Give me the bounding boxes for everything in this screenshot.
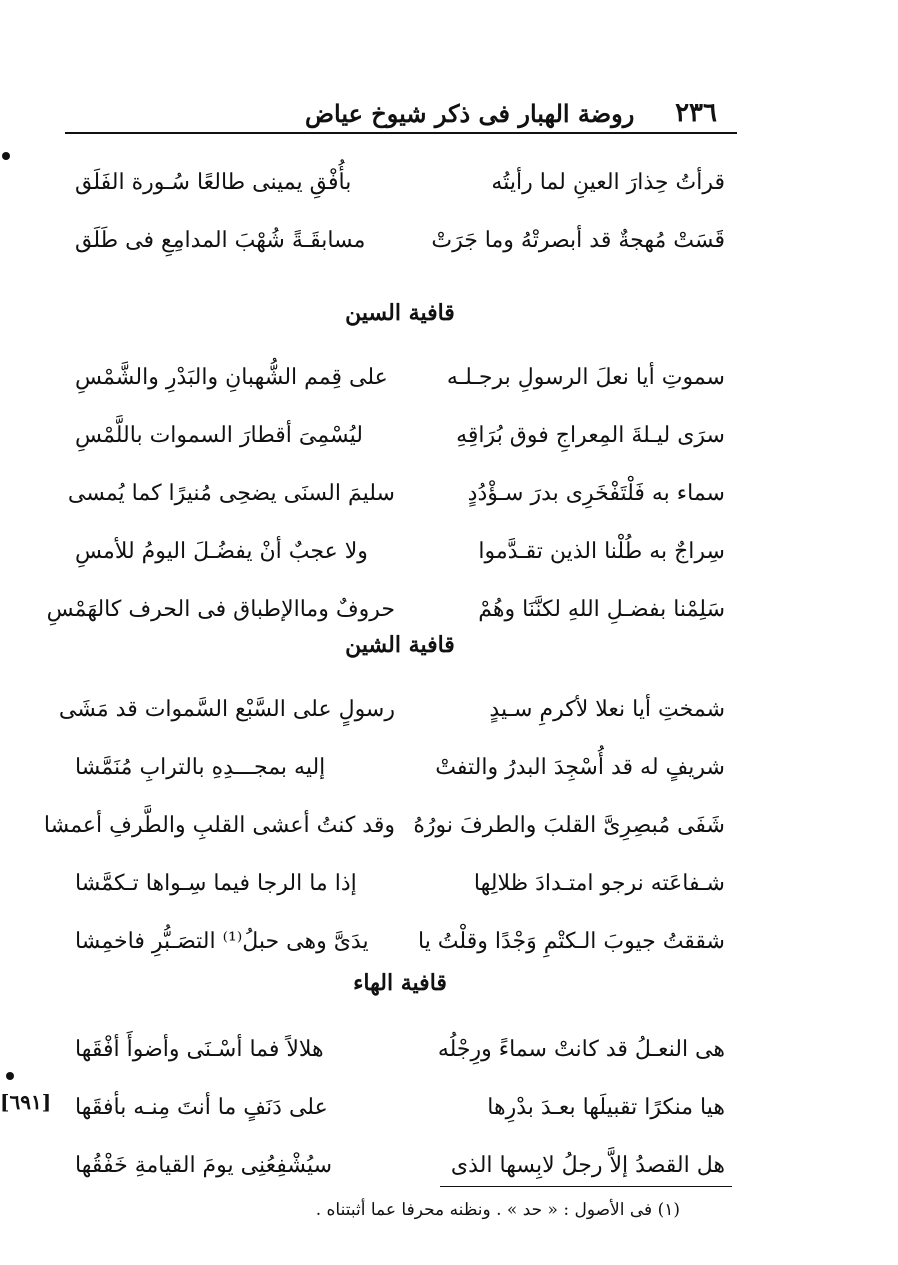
hemistich-second: يدَىَّ وهى حبلُ⁽¹⁾ التصَـبُّرِ فاخمِشا: [75, 928, 369, 954]
hemistich-first: شَفَى مُبصِرِىَّ القلبَ والطرفَ نورُهُ: [413, 812, 725, 838]
hemistich-first: هل القصدُ إلاَّ رجلُ لابِسها الذى: [450, 1152, 725, 1178]
hemistich-first: سماء به فَلْتَفْخَرِى بدرَ سـؤْدُدٍ: [467, 480, 725, 506]
verse-line: [67, 464, 725, 522]
hemistich-first: شمختِ أيا نعلا لأكرمِ سـيدٍ: [489, 696, 725, 722]
hemistich-second: رسولٍ على السَّبْع السَّموات قد مَشَى: [58, 696, 395, 722]
footnote-rule: [440, 1186, 732, 1187]
verse-line: [75, 153, 725, 211]
section-heading: قافية السين: [345, 300, 455, 326]
verse-line: [75, 912, 725, 970]
verse-line: [75, 1020, 725, 1078]
verse-line: [58, 680, 725, 738]
section-verses: [75, 1020, 725, 1194]
hemistich-first: قَسَتْ مُهجةٌ قد أبصرتْهُ وما جَرَتْ: [431, 227, 725, 253]
hemistich-first: سرَى ليـلةَ المِعراجِ فوق بُرَاقِهِ: [456, 422, 725, 448]
section-heading: قافية الهاء: [353, 970, 447, 996]
hemistich-first: قرأتُ حِذارَ العينِ لما رأيتُه: [491, 169, 725, 195]
margin-dot: [6, 1072, 14, 1080]
hemistich-second: إذا ما الرجا فيما سِـواها تـكمَّشا: [75, 870, 357, 896]
hemistich-first: سَلِمْنا بفضـلِ اللهِ لكنَّنَا وهُمْ: [478, 596, 725, 622]
verse-line: [46, 580, 725, 638]
hemistich-first: شققتُ جيوبَ الـكتْمِ وَجْدًا وقلْتُ يا: [417, 928, 725, 954]
footnote: (١) فى الأصول : « حد » . ونظنه محرفا عما أثبتناه .: [315, 1200, 680, 1220]
hemistich-first: شريفٍ له قد أُسْجِدَ البدرُ والتفتْ: [435, 754, 725, 780]
verse-line: [43, 796, 725, 854]
verse-line: [75, 1078, 725, 1136]
hemistich-first: سِراجٌ به طُلْنا الذين تقـدَّموا: [478, 538, 725, 564]
opening-verses: [75, 153, 725, 269]
hemistich-second: مسابقَـةً شُهْبَ المدامِعِ فى طَلَق: [75, 227, 366, 253]
section-heading: قافية الشين: [345, 632, 455, 658]
hemistich-first: هيا منكرًا تقبيلَها بعـدَ بدْرِها: [487, 1094, 725, 1120]
hemistich-second: حروفٌ وماالإطباق فى الحرف كالهَمْسِ: [46, 596, 395, 622]
verse-line: [75, 854, 725, 912]
margin-reference-number: [٦٩١]: [0, 1090, 52, 1114]
hemistich-first: شـفاعَته نرجو امتـدادَ ظلالِها: [473, 870, 725, 896]
hemistich-second: على دَنَفٍ ما أنتَ مِنـه بأفقَها: [75, 1094, 328, 1120]
section-verses: [46, 348, 725, 638]
hemistich-first: سموتِ أيا نعلَ الرسولِ برجـلـه: [446, 364, 725, 390]
header-rule: [65, 132, 737, 134]
verse-line: [75, 738, 725, 796]
hemistich-second: وقد كنتُ أعشى القلبِ والطَّرفِ أعمشا: [43, 812, 395, 838]
verse-line: [75, 348, 725, 406]
page-header: [65, 88, 737, 128]
hemistich-second: سيُشْفِعُنِى يومَ القيامةِ خَفْقُها: [75, 1152, 333, 1178]
page-number: ٢٣٦: [675, 98, 717, 128]
verse-line: [75, 522, 725, 580]
hemistich-second: إليه بمجـــدِهِ بالترابِ مُنَمَّشا: [75, 754, 326, 780]
margin-dot: [2, 152, 10, 160]
hemistich-second: هلالاً فما أسْـنَى وأضوأَ أفْقَها: [75, 1036, 324, 1062]
section-verses: [43, 680, 725, 970]
hemistich-second: ليُسْمِىَ أقطارَ السموات باللَّمْسِ: [75, 422, 363, 448]
hemistich-second: ولا عجبٌ أنْ يفضُـلَ اليومُ للأمسِ: [75, 538, 368, 564]
hemistich-first: هى النعـلُ قد كانتْ سماءً ورِجْلُه: [437, 1036, 725, 1062]
running-title: روضة الهبار فى ذكر شيوخ عياض: [305, 99, 635, 128]
hemistich-second: سليمَ السنَى يضحِى مُنيرًا كما يُمسى: [67, 480, 395, 506]
hemistich-second: بأُفْقِ يمينى طالعًا سُـورة الفَلَق: [75, 169, 352, 195]
verse-line: [75, 211, 725, 269]
hemistich-second: على قِمم الشُّهبانِ والبَدْرِ والشَّمْسِ: [75, 364, 388, 390]
verse-line: [75, 406, 725, 464]
